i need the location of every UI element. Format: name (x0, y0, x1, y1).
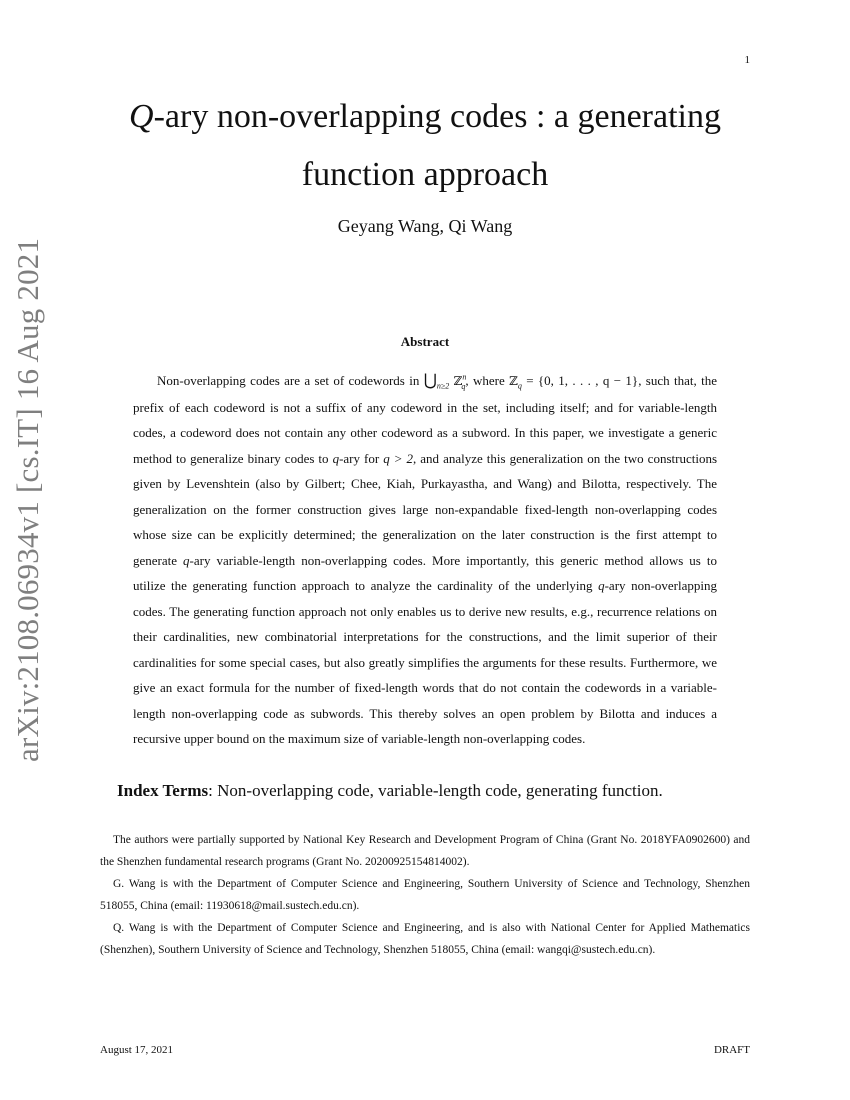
index-terms-label: Index Terms (117, 781, 209, 800)
abstract-text: -ary variable-length non-overlapping codes. More importantly, this generic method allows us to utilize the generating function approach to analyze the cardinality of the underlying (133, 552, 717, 593)
footer-date: August 17, 2021 (100, 1044, 174, 1056)
page-number: 1 (744, 54, 750, 66)
abstract-text: -ary for (339, 450, 384, 466)
abstract-text: -ary non-overlapping codes. The generating function approach not only enables us to derive new results, e.g., recurrence relations on their cardinalities, new combinatorial interpretations for the constructions, and the limit superior of their cardinalities for some special cases, but also greatly simplifies the arguments for these results. Furthermore, we give an exact formula for the number of fixed-length words that do not contain the codewords in a variable-length non-overlapping code as subwords. This thereby solves an open problem by Bilotta and induces a recursive upper bound on the maximum size of variable-length non-overlapping codes. (133, 578, 717, 746)
funding-footnote: The authors were partially supported by National Key Research and Development Program of China (Grant No. 2018YFA0902600) and the Shenzhen fundamental research programs (Grant No. 20200925154814002). (100, 834, 750, 868)
author-affiliation-footnote: Q. Wang is with the Department of Computer Science and Engineering, and is also with National Center for Applied Mathematics (Shenzhen), Southern University of Science and Technology, Shenzhen 518055, China (email: wangqi@sustech.edu.cn). (100, 922, 750, 956)
index-terms (117, 781, 757, 801)
integers-mod-q-symbol: ℤ (509, 374, 518, 388)
math-q: q (183, 552, 190, 568)
title-line1: -ary non-overlapping codes : a generating (153, 98, 721, 135)
arxiv-identifier-stamp: arXiv:2108.06934v1 [cs.IT] 16 Aug 2021 (10, 237, 45, 762)
integers-mod-q-symbol: ℤ (453, 374, 463, 388)
subscript-q: q (517, 381, 522, 391)
subscript-q: q (461, 381, 466, 391)
footer-draft-label: DRAFT (713, 1044, 750, 1056)
author-list: Geyang Wang, Qi Wang (337, 216, 513, 236)
author-affiliation-footnote: G. Wang is with the Department of Computer Science and Engineering, Southern University of Science and Technology, Shenzhen 518055, China (email: 11930618@mail.sustech.edu.cn). (100, 878, 750, 912)
abstract-text: Non-overlapping codes are a set of codewords in (157, 373, 424, 388)
union-subscript: n≥2 (436, 381, 450, 391)
set-definition: = {0, 1, . . . , q − 1} (521, 373, 639, 388)
abstract-text: , such that, the prefix of each codeword is not a suffix of any codeword in the set, including itself; and for variable-length codes, a codeword does not contain any other codeword as a subword. In this paper, we investigate a generic method to generalize binary codes to (133, 373, 717, 466)
index-terms-text: : Non-overlapping code, variable-length code, generating function. (208, 781, 663, 800)
footnotes (100, 829, 750, 961)
title-line2: function approach (301, 156, 549, 193)
title-q-symbol: Q (129, 98, 154, 135)
abstract-body (133, 368, 717, 752)
math-q-greater-2: q > 2 (383, 450, 414, 466)
exponent-n: n (462, 372, 467, 382)
math-q: q (332, 450, 340, 466)
abstract-text: , where (465, 373, 510, 388)
math-q: q (598, 578, 605, 593)
abstract-text: , and analyze this generalization on the two constructions given by Levenshtein (also by Gilbert; Chee, Kiah, Purkayastha, and Wang) and Bilotta, respectively. The generalization on the former construction gives large non-expandable fixed-length non-overlapping codes whose size can be explicitly determined; the generalization on the later construction is the first attempt to generate (133, 450, 718, 568)
union-symbol: ⋃ (423, 372, 437, 389)
abstract-heading: Abstract (400, 334, 450, 349)
paper-title (100, 88, 750, 204)
